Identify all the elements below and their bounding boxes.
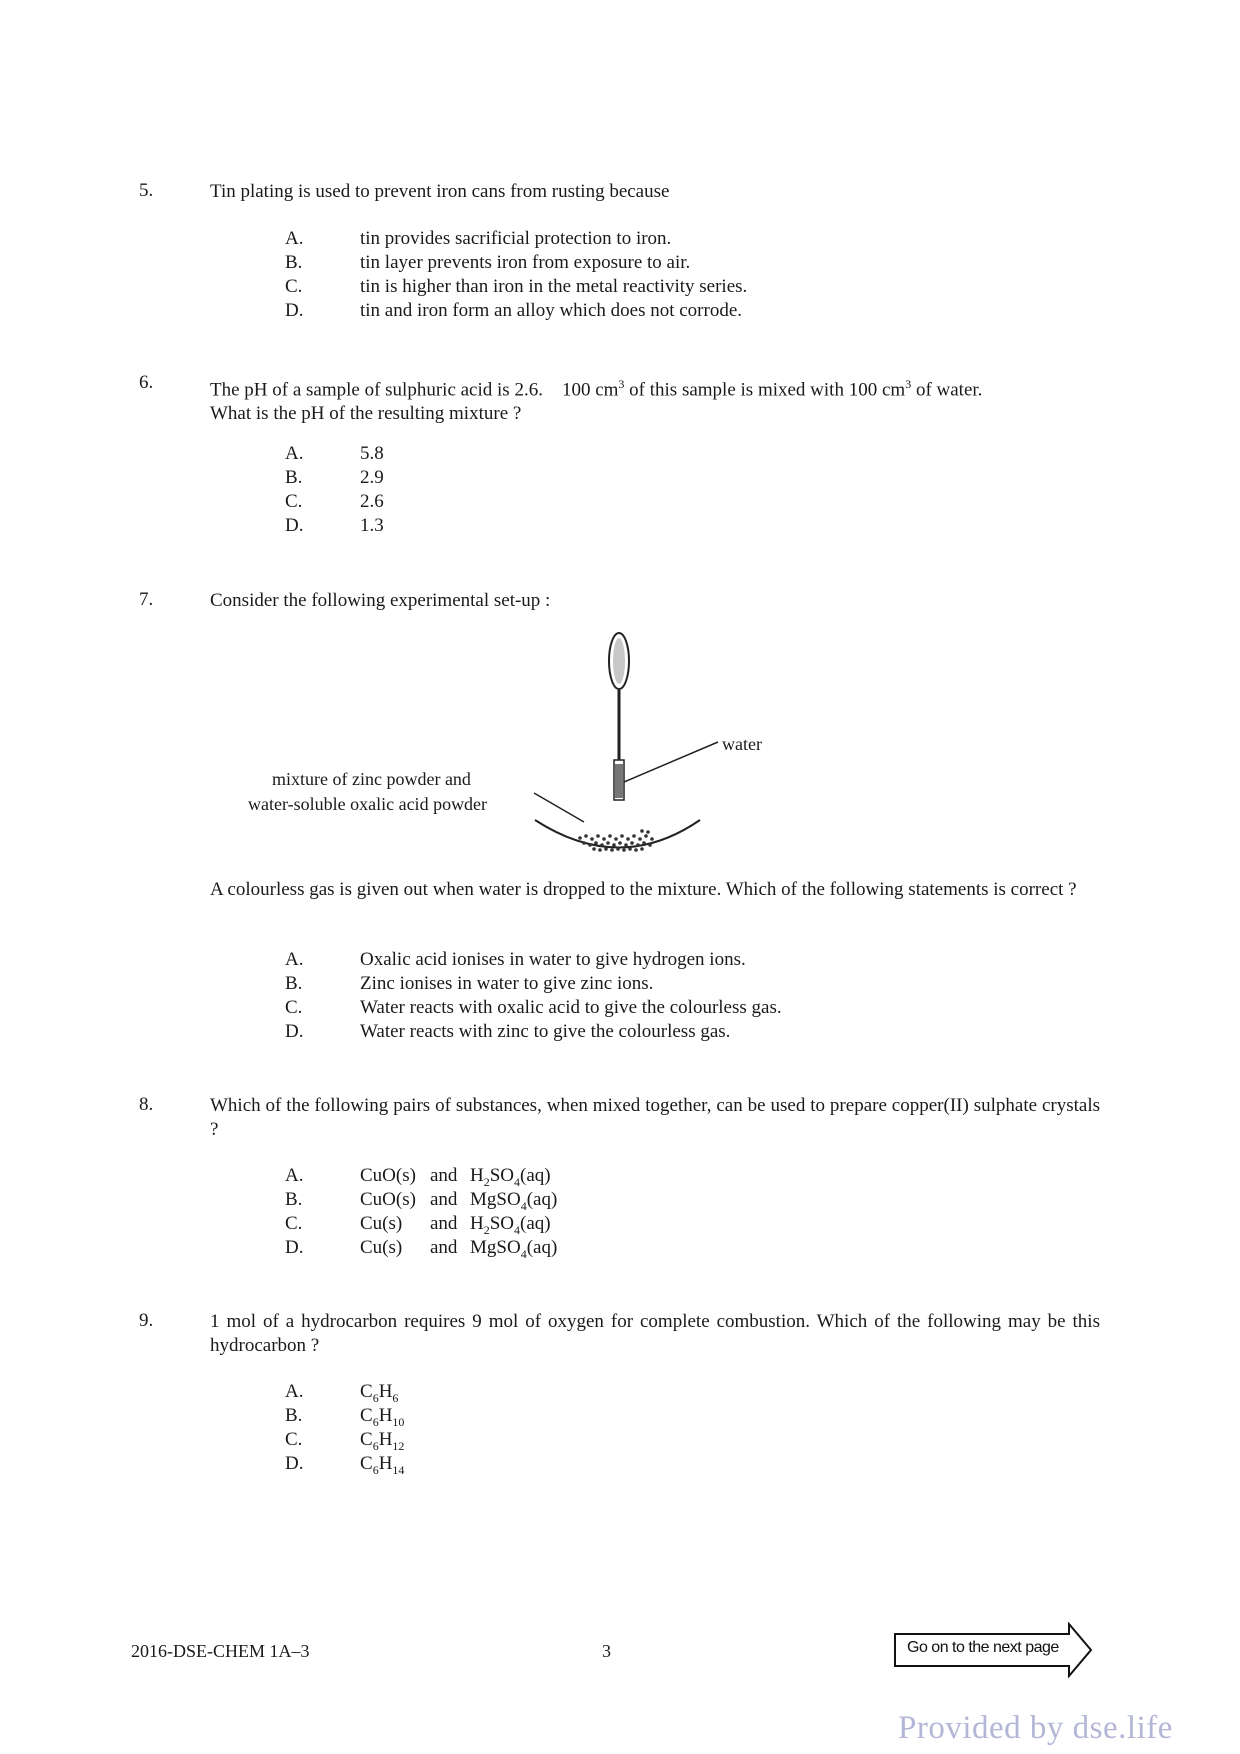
next-page-label: Go on to the next page bbox=[907, 1639, 1059, 1656]
option-text: $C_6H_6$ bbox=[360, 1381, 399, 1405]
option-text: $C_6H_{14}$ bbox=[360, 1453, 405, 1477]
watermark-text: Provided by dse.life bbox=[898, 1710, 1173, 1746]
option-letter: D. bbox=[285, 515, 304, 536]
question-text-part: The pH of a sample of sulphuric acid is 2.6. 100 cm bbox=[210, 379, 619, 401]
option-text: tin is higher than iron in the metal reactivity series. bbox=[360, 276, 748, 297]
option-letter: C. bbox=[285, 997, 303, 1018]
option-letter: A. bbox=[285, 1381, 304, 1402]
option-text: Oxalic acid ionises in water to give hydrogen ions. bbox=[360, 949, 746, 970]
option-text: 2.6 bbox=[360, 491, 384, 512]
next-page-button[interactable] bbox=[893, 1622, 1095, 1678]
question-number: 6. bbox=[139, 372, 154, 393]
option-text: tin provides sacrificial protection to iron. bbox=[360, 228, 672, 249]
mixture-label-line1: mixture of zinc powder and bbox=[272, 769, 471, 789]
option-letter: B. bbox=[285, 1189, 303, 1210]
option-letter: C. bbox=[285, 276, 303, 297]
question-number: 5. bbox=[139, 180, 154, 201]
option-letter: A. bbox=[285, 949, 304, 970]
option-text: Cu(s) and $H_2SO_4(aq)$ bbox=[360, 1213, 551, 1237]
question-followup: A colourless gas is given out when water is dropped to the mixture. Which of the following statements is correct ? bbox=[210, 879, 1077, 900]
option-text: 2.9 bbox=[360, 467, 384, 488]
question-text-part: of water. bbox=[911, 379, 983, 401]
option-letter: A. bbox=[285, 1165, 304, 1186]
mixture-label-line2: water-soluble oxalic acid powder bbox=[248, 794, 488, 814]
dropper-icon bbox=[609, 633, 629, 800]
option-letter: A. bbox=[285, 443, 304, 464]
option-letter: B. bbox=[285, 973, 303, 994]
option-text: CuO(s) and MgSO$_4$(aq) bbox=[360, 1189, 558, 1213]
question-text: Which of the following pairs of substances, when mixed together, can be used to prepare copper(II) sulphate crystals ? bbox=[210, 1095, 1100, 1140]
paper-code: 2016-DSE-CHEM 1A–3 bbox=[131, 1641, 310, 1661]
question-number: 8. bbox=[139, 1094, 154, 1115]
question-number: 9. bbox=[139, 1310, 154, 1331]
question-number: 7. bbox=[139, 589, 154, 610]
option-letter: B. bbox=[285, 252, 303, 273]
water-label: water bbox=[722, 734, 762, 754]
unit-superscript: 3 bbox=[618, 377, 625, 391]
option-letter: D. bbox=[285, 1021, 304, 1042]
option-text: tin layer prevents iron from exposure to air. bbox=[360, 252, 691, 273]
option-text: $C_6H_{10}$ bbox=[360, 1405, 405, 1429]
question-text: Consider the following experimental set-up : bbox=[210, 590, 551, 611]
question-text-part: What is the pH of the resulting mixture ? bbox=[210, 403, 522, 425]
powder-icon bbox=[578, 829, 654, 852]
question-text-part: of this sample is mixed with 100 cm bbox=[624, 379, 906, 401]
option-text: tin and iron form an alloy which does not corrode. bbox=[360, 300, 743, 321]
question-text: Tin plating is used to prevent iron cans from rusting because bbox=[210, 181, 670, 202]
dish-icon bbox=[535, 820, 700, 848]
option-text: Cu(s) and MgSO$_4$(aq) bbox=[360, 1237, 558, 1261]
option-letter: C. bbox=[285, 1429, 303, 1450]
option-letter: D. bbox=[285, 300, 304, 321]
option-letter: C. bbox=[285, 491, 303, 512]
unit-superscript: 3 bbox=[905, 377, 912, 391]
option-letter: C. bbox=[285, 1213, 303, 1234]
option-text: Zinc ionises in water to give zinc ions. bbox=[360, 973, 654, 994]
option-letter: D. bbox=[285, 1237, 304, 1258]
option-letter: B. bbox=[285, 467, 303, 488]
option-letter: A. bbox=[285, 228, 304, 249]
page-number: 3 bbox=[602, 1641, 611, 1661]
option-text: $C_6H_{12}$ bbox=[360, 1429, 405, 1453]
option-letter: B. bbox=[285, 1405, 303, 1426]
option-text: 5.8 bbox=[360, 443, 384, 464]
option-text: CuO(s) and $H_2SO_4(aq)$ bbox=[360, 1165, 551, 1189]
option-text: 1.3 bbox=[360, 515, 384, 536]
question-text bbox=[210, 372, 1100, 426]
option-text: Water reacts with oxalic acid to give the colourless gas. bbox=[360, 997, 782, 1018]
question-text: 1 mol of a hydrocarbon requires 9 mol of oxygen for complete combustion. Which of the following may be this hydrocarbon ? bbox=[210, 1311, 1100, 1356]
option-text: Water reacts with zinc to give the colourless gas. bbox=[360, 1021, 731, 1042]
option-letter: D. bbox=[285, 1453, 304, 1474]
